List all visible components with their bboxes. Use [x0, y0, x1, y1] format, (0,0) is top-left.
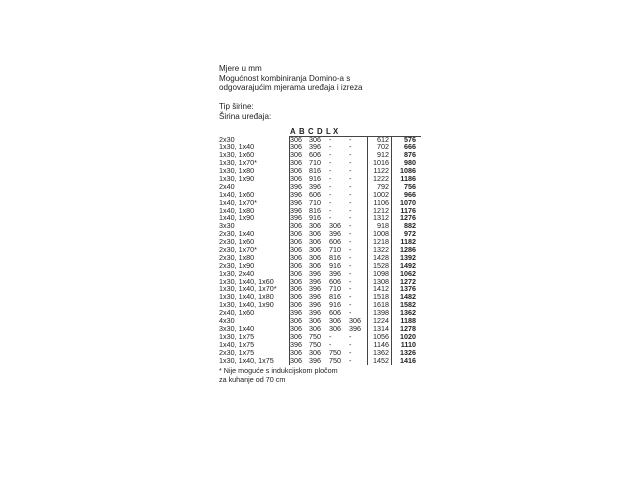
d-cell: -	[349, 284, 352, 294]
c-cell: 916	[329, 300, 341, 310]
d-cell: -	[349, 229, 352, 239]
combination-cell: 1x30, 1x40, 1x70*	[219, 285, 277, 294]
a-cell: 306	[290, 292, 302, 302]
a-cell: 306	[290, 229, 302, 239]
cutout-cell: 1188	[400, 316, 416, 326]
b-cell: 306	[309, 221, 321, 231]
d-cell: -	[349, 134, 352, 144]
b-cell: 710	[309, 197, 321, 207]
c-cell: -	[329, 166, 332, 176]
d-cell: -	[349, 181, 352, 191]
footnote	[219, 367, 419, 385]
d-cell: 306	[349, 316, 361, 326]
combination-cell: 2x40	[219, 182, 235, 191]
b-cell: 306	[309, 134, 321, 144]
a-cell: 306	[290, 134, 302, 144]
width-cell: 1312	[373, 213, 389, 223]
combination-cell: 1x30, 1x40, 1x60	[219, 277, 274, 286]
header-l: L	[326, 126, 331, 136]
width-cell: 1314	[373, 323, 389, 333]
header-c: C	[308, 126, 314, 136]
cutout-cell: 1272	[400, 276, 416, 286]
a-cell: 306	[290, 221, 302, 231]
column-divider	[289, 136, 290, 365]
c-cell: -	[329, 142, 332, 152]
combination-cell: 1x30, 1x40, 1x80	[219, 293, 274, 302]
d-cell: -	[349, 237, 352, 247]
c-cell: -	[329, 197, 332, 207]
column-divider	[391, 136, 392, 365]
b-cell: 750	[309, 331, 321, 341]
a-cell: 306	[290, 355, 302, 365]
cutout-cell: 1492	[400, 260, 416, 270]
c-cell: 306	[329, 323, 341, 333]
width-cell: 1412	[373, 284, 389, 294]
header-a: A	[290, 126, 296, 136]
a-cell: 306	[290, 150, 302, 160]
a-cell: 306	[290, 245, 302, 255]
combination-cell: 1x30, 2x40	[219, 269, 255, 278]
c-cell: -	[329, 174, 332, 184]
b-cell: 396	[309, 142, 321, 152]
width-cell: 1056	[373, 331, 389, 341]
d-cell: -	[349, 166, 352, 176]
cutout-cell: 1070	[400, 197, 416, 207]
b-cell: 306	[309, 347, 321, 357]
a-cell: 306	[290, 316, 302, 326]
d-cell: -	[349, 221, 352, 231]
a-cell: 306	[290, 268, 302, 278]
width-cell: 1528	[373, 260, 389, 270]
cutout-cell: 576	[404, 134, 416, 144]
width-cell: 1222	[373, 174, 389, 184]
b-cell: 306	[309, 245, 321, 255]
d-cell: -	[349, 174, 352, 184]
b-cell: 816	[309, 166, 321, 176]
combination-cell: 1x40, 1x90	[219, 214, 255, 223]
cutout-cell: 1392	[400, 252, 416, 262]
cutout-cell: 1276	[400, 213, 416, 223]
cutout-cell: 1582	[400, 300, 416, 310]
b-cell: 916	[309, 174, 321, 184]
combination-cell: 1x30, 1x90	[219, 175, 255, 183]
c-cell: -	[329, 213, 332, 223]
width-cell: 1308	[373, 276, 389, 286]
a-cell: 306	[290, 260, 302, 270]
cutout-cell: 1110	[400, 339, 416, 349]
a-cell: 396	[290, 339, 302, 349]
intro-line: Mogućnost kombiniranja Domino-a s	[219, 73, 351, 83]
width-cell: 1002	[373, 189, 389, 199]
combination-cell: 2x30, 1x90	[219, 261, 255, 270]
c-cell: -	[329, 331, 332, 341]
c-cell: 396	[329, 268, 341, 278]
width-cell: 1098	[373, 268, 389, 278]
width-cell: 1362	[373, 347, 389, 357]
b-cell: 396	[309, 292, 321, 302]
cutout-cell: 882	[404, 221, 416, 231]
combination-cell: 2x30, 1x75	[219, 348, 255, 357]
b-cell: 306	[309, 260, 321, 270]
c-cell: -	[329, 158, 332, 168]
document	[219, 64, 419, 385]
cutout-cell: 666	[404, 142, 416, 152]
combination-cell: 1x40, 1x70*	[219, 198, 257, 207]
footnote-line: * Nije moguće s indukcijskom pločom	[219, 366, 338, 376]
c-cell: 916	[329, 260, 341, 270]
cutout-cell: 966	[404, 189, 416, 199]
cutout-cell: 1086	[400, 166, 416, 176]
table-body	[219, 136, 419, 365]
d-cell: -	[349, 300, 352, 310]
header-d: D	[317, 126, 323, 136]
a-cell: 306	[290, 323, 302, 333]
a-cell: 306	[290, 284, 302, 294]
header-b: B	[299, 126, 305, 136]
device-width-label: Širina uređaja:	[219, 111, 272, 121]
width-cell: 1618	[373, 300, 389, 310]
b-cell: 306	[309, 323, 321, 333]
width-cell: 1008	[373, 229, 389, 239]
width-cell: 918	[377, 221, 389, 231]
combination-cell: 1x30, 1x40	[219, 143, 255, 152]
d-cell: -	[349, 268, 352, 278]
cutout-cell: 876	[404, 150, 416, 160]
c-cell: -	[329, 150, 332, 160]
c-cell: 710	[329, 284, 341, 294]
cutout-cell: 1362	[400, 308, 416, 318]
combination-cell: 3x30, 1x40	[219, 324, 255, 333]
combination-cell: 1x40, 1x80	[219, 206, 255, 215]
width-cell: 1398	[373, 308, 389, 318]
d-cell: -	[349, 150, 352, 160]
b-cell: 396	[309, 181, 321, 191]
header-x: X	[333, 126, 339, 136]
combination-cell: 1x30, 1x60	[219, 151, 255, 160]
combination-cell: 1x30, 1x70*	[219, 159, 257, 168]
combination-cell: 2x30	[219, 135, 235, 144]
b-cell: 396	[309, 355, 321, 365]
c-cell: 306	[329, 221, 341, 231]
b-cell: 396	[309, 308, 321, 318]
intro-line: Mjere u mm	[219, 64, 262, 73]
width-cell: 1218	[373, 237, 389, 247]
a-cell: 306	[290, 237, 302, 247]
d-cell: -	[349, 260, 352, 270]
b-cell: 306	[309, 252, 321, 262]
combination-cell: 1x30, 1x75	[219, 332, 255, 341]
a-cell: 396	[290, 205, 302, 215]
intro-text	[219, 64, 419, 93]
c-cell: 816	[329, 252, 341, 262]
c-cell: 606	[329, 276, 341, 286]
combination-cell: 1x30, 1x80	[219, 167, 255, 176]
cutout-cell: 1062	[400, 268, 416, 278]
cutout-cell: 1376	[400, 284, 416, 294]
a-cell: 306	[290, 142, 302, 152]
combination-cell: 2x30, 1x70*	[219, 246, 257, 254]
c-cell: 750	[329, 347, 341, 357]
width-cell: 1146	[373, 339, 389, 349]
a-cell: 396	[290, 213, 302, 223]
a-cell: 396	[290, 308, 302, 318]
d-cell: -	[349, 308, 352, 318]
c-cell: 750	[329, 355, 341, 365]
width-cell: 1106	[373, 197, 389, 207]
width-cell: 912	[377, 150, 389, 160]
c-cell: 816	[329, 292, 341, 302]
cutout-cell: 972	[404, 229, 416, 239]
cutout-cell: 1020	[400, 331, 416, 341]
cutout-cell: 1176	[400, 205, 416, 215]
cutout-cell: 756	[404, 181, 416, 191]
d-cell: -	[349, 339, 352, 349]
b-cell: 306	[309, 229, 321, 239]
a-cell: 306	[290, 166, 302, 176]
a-cell: 306	[290, 331, 302, 341]
cutout-cell: 1482	[400, 292, 416, 302]
b-cell: 710	[309, 158, 321, 168]
c-cell: -	[329, 205, 332, 215]
cutout-cell: 1286	[400, 245, 416, 255]
b-cell: 396	[309, 268, 321, 278]
d-cell: -	[349, 189, 352, 199]
d-cell: -	[349, 276, 352, 286]
c-cell: 396	[329, 229, 341, 239]
a-cell: 306	[290, 347, 302, 357]
c-cell: 710	[329, 245, 341, 255]
b-cell: 396	[309, 284, 321, 294]
a-cell: 396	[290, 189, 302, 199]
tip-labels	[219, 102, 419, 121]
cutout-cell: 1186	[400, 174, 416, 184]
d-cell: 396	[349, 323, 361, 333]
b-cell: 396	[309, 300, 321, 310]
combination-cell: 1x30, 1x40, 1x75	[219, 356, 274, 365]
c-cell: -	[329, 189, 332, 199]
c-cell: -	[329, 134, 332, 144]
b-cell: 396	[309, 276, 321, 286]
b-cell: 816	[309, 205, 321, 215]
width-cell: 1518	[373, 292, 389, 302]
d-cell: -	[349, 158, 352, 168]
c-cell: 606	[329, 237, 341, 247]
c-cell: 306	[329, 316, 341, 326]
d-cell: -	[349, 331, 352, 341]
d-cell: -	[349, 292, 352, 302]
a-cell: 306	[290, 300, 302, 310]
cutout-cell: 1182	[400, 237, 416, 247]
combination-cell: 3x30	[219, 222, 235, 231]
width-cell: 1212	[373, 205, 389, 215]
d-cell: -	[349, 197, 352, 207]
combination-cell: 1x40, 1x60	[219, 190, 255, 199]
a-cell: 306	[290, 158, 302, 168]
width-cell: 702	[377, 142, 389, 152]
width-cell: 1452	[373, 355, 389, 365]
c-cell: -	[329, 181, 332, 191]
combination-cell: 2x30, 1x80	[219, 253, 255, 262]
combination-cell: 4x30	[219, 317, 235, 325]
d-cell: -	[349, 347, 352, 357]
table-row	[219, 357, 419, 365]
cutout-cell: 1326	[400, 347, 416, 357]
a-cell: 396	[290, 181, 302, 191]
d-cell: -	[349, 252, 352, 262]
combination-cell: 1x30, 1x40, 1x90	[219, 301, 274, 310]
combination-cell: 2x30, 1x60	[219, 238, 255, 247]
b-cell: 606	[309, 150, 321, 160]
width-cell: 1016	[373, 158, 389, 168]
combination-cell: 2x30, 1x40	[219, 230, 255, 239]
footnote-line: za kuhanje od 70 cm	[219, 375, 286, 385]
c-cell: 606	[329, 308, 341, 318]
b-cell: 606	[309, 189, 321, 199]
d-cell: -	[349, 205, 352, 215]
combination-cell: 2x40, 1x60	[219, 309, 255, 318]
dimensions-table	[219, 126, 419, 365]
b-cell: 306	[309, 237, 321, 247]
width-cell: 792	[377, 181, 389, 191]
c-cell: -	[329, 339, 332, 349]
intro-line: odgovarajućim mjerama uređaja i izreza	[219, 83, 363, 93]
d-cell: -	[349, 213, 352, 223]
header-rule	[289, 136, 421, 137]
cutout-cell: 1416	[400, 355, 416, 365]
d-cell: -	[349, 245, 352, 255]
cutout-cell: 1278	[400, 323, 416, 333]
combination-cell: 1x40, 1x75	[219, 340, 255, 349]
a-cell: 306	[290, 252, 302, 262]
d-cell: -	[349, 355, 352, 365]
a-cell: 306	[290, 174, 302, 184]
d-cell: -	[349, 142, 352, 152]
b-cell: 916	[309, 213, 321, 223]
width-cell: 1122	[373, 166, 389, 176]
width-cell: 612	[377, 134, 389, 144]
b-cell: 306	[309, 316, 321, 326]
tip-width-label: Tip širine:	[219, 102, 254, 112]
column-divider	[367, 136, 368, 365]
width-cell: 1428	[373, 252, 389, 262]
width-cell: 1224	[373, 316, 389, 326]
cutout-cell: 980	[404, 158, 416, 168]
b-cell: 750	[309, 339, 321, 349]
a-cell: 306	[290, 276, 302, 286]
width-cell: 1322	[373, 245, 389, 255]
a-cell: 396	[290, 197, 302, 207]
